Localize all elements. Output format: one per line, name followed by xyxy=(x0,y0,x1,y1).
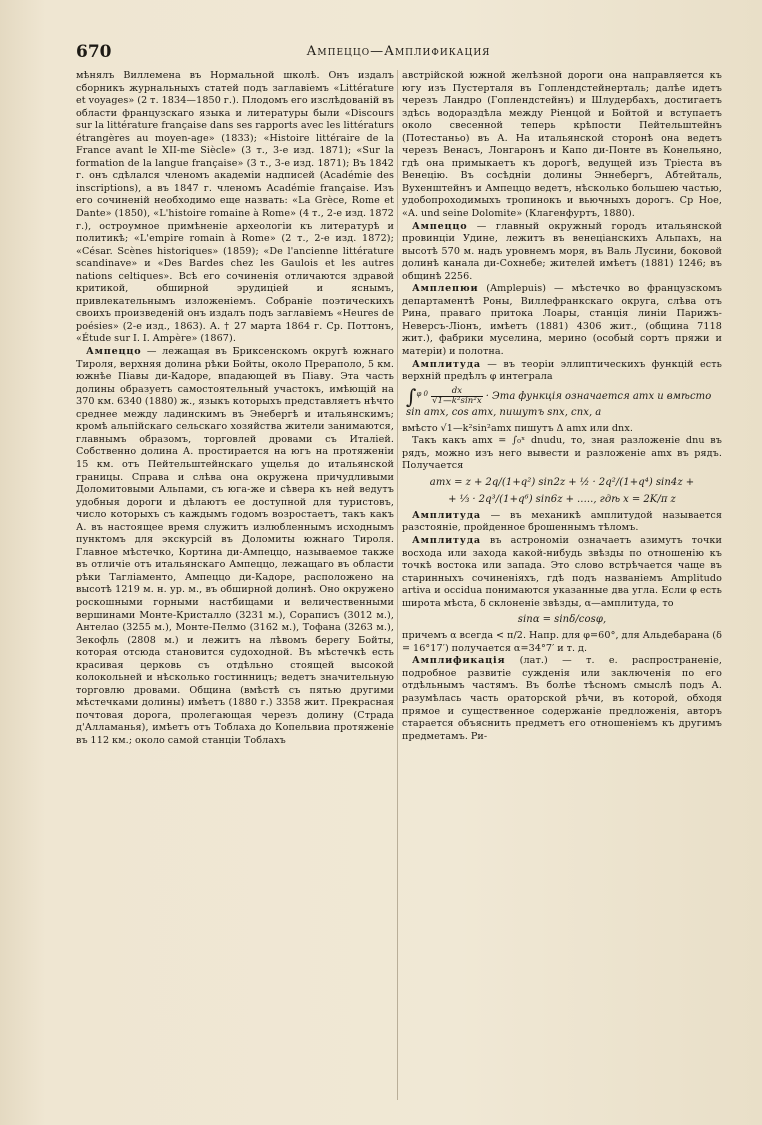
entry-headword: Ампеццо xyxy=(412,220,468,232)
entry-amplification xyxy=(402,655,722,743)
paragraph-villemain: мѣнялъ Виллемена въ Нормальной школѣ. Онъ издалъ сборникъ журнальныхъ статей подъ заглавіемъ «Littérature et voyages» (2 т. 1834—1850 г.). Плодомъ его изслѣдованій въ области французскаго языка и литературы были «Discours sur la littérature française dans ses rapports avec les littératurs étrangères au moyen-age» (1833); «Histoire littéraire de la France avant le XII-me Siècle» (3 т., 3-е изд. 1871); «Sur la formation de la langue française» (3 т., 3-е изд. 1871); Въ 1842 г. онъ сдѣлался членомъ академіи надписей (Académie des inscriptions), а въ 1847 г. членомъ Académie française. Изъ его сочиненій необходимо еще назвать: «La Grèce, Rome et Dante» (1850), «L'histoire romaine à Rome» (4 т., 2-е изд. 1872 г.), остроумное примѣненіе археологіи къ литературѣ и политикѣ; «L'empire romain à Rome» (2 т., 2-е изд. 1872); «César. Scènes historiques» (1859); «De l'ancienne littérature scandinave» и «Des Bardes chez les Gaulois et les autres nations celtiques». Всѣ его сочиненія отличаются здравой критикой, обширной эрудиціей и яснымъ, привлекательнымъ изложеніемъ. Собраніе поэтическихъ своихъ произведеній онъ издалъ подъ заглавіемъ «Heures de poésies» (2-е изд., 1863). А. † 27 марта 1864 г. Ср. Поттонъ, «Étude sur I. I. Ampère» (1867). xyxy=(76,70,394,345)
entry-headword: Амплитуда xyxy=(412,534,481,546)
page-number: 670 xyxy=(76,42,112,62)
entry-headword: Амплитуда xyxy=(412,358,481,370)
integral-formula xyxy=(402,384,722,420)
sine-formula: sinα = sinδ/cosφ, xyxy=(517,614,607,626)
entry-amplitude-astronomy xyxy=(402,535,722,610)
column-divider xyxy=(397,70,398,1100)
series-formula-1: amx = z + 2q/(1+q²) sin2z + ½ · 2q²/(1+q⁴) sin4z + xyxy=(429,476,695,488)
entry-text: (Amplepuis) — мѣстечко во французскомъ департаментѣ Роны, Виллефранкскаго округа, слѣва отъ Рина, праваго притока Лоары, станція линіи Парижъ-Неверсъ-Ліонъ, имѣетъ (1881) 4306 жит., (община 7118 жит.), фабрики муселина, мерино (особый сортъ пряжи и матеріи) и полотна. xyxy=(402,283,722,358)
entry-ampezzo-tyrol xyxy=(76,346,394,748)
series-formula-2: + ⅓ · 2q³/(1+q⁶) sin6z + ....., гдѣ x = 2K/π z xyxy=(448,493,676,505)
entry-headword: Ампеццо xyxy=(86,346,142,358)
entry-ampezzo-udine xyxy=(402,221,722,284)
entry-amplepuis xyxy=(402,283,722,358)
paragraph-aldebaran: причемъ α всегда < π/2. Напр. для φ=60°, для Альдебарана (δ = 16°17′) получается α=34°7′ и т. д. xyxy=(402,630,722,654)
entry-text: — главный окружный городъ итальянской провинціи Удине, лежитъ въ венеціанскихъ Альпахъ, на высотѣ 570 м. надъ уровнемъ моря, въ Валь Лусини, боковой долинѣ канала ди-Сохнебе; жителей имѣетъ (1881) 1246; въ общинѣ 2256. xyxy=(402,220,722,282)
entry-text: въ астрономіи означаетъ азимутъ точки восхода или захода какой-нибудь звѣзды по отношенію къ точкѣ востока или запада. Это слово встрѣчается чаще въ старинныхъ сочиненіяхъ, гдѣ подъ названіемъ Amplitudo artiva и occidua понимаются указанные два угла. Если φ есть широта мѣста, δ склоненіе звѣзды, α—амплитуда, то xyxy=(402,534,722,609)
entry-amplitude-elliptic xyxy=(402,359,722,384)
entry-headword: Амплепюи xyxy=(412,283,479,295)
running-title: Ампеццо—Амплификация xyxy=(306,44,491,59)
entry-headword: Амплитуда xyxy=(412,509,481,521)
entry-text: — въ механикѣ амплитудой называется разстояніе, пройденное брошеннымъ тѣломъ. xyxy=(402,509,722,534)
entry-amplitude-mechanics xyxy=(402,510,722,535)
paragraph-dn: вмѣсто √1—k²sin²amx пишутъ Δ amx или dnx. xyxy=(402,422,633,434)
entry-text: (лат.) — т. е. распространеніе, подробное развитіе сужденія или заключенія по его отдѣльнымъ частямъ. Въ болѣе тѣсномъ смыслѣ подъ А. разумѣлась часть ораторской рѣчи, въ которой, обходя прямое и существенное содержаніе предложенія, авторъ старается объяснить предметъ его отношеніемъ къ другимъ предметамъ. Ри- xyxy=(402,655,722,742)
paragraph-road: австрійской южной желѣзной дороги она направляется къ югу изъ Пустерталя въ Гоплендстейнерталь; далѣе идетъ черезъ Ландро (Гоплендстейнъ) и Шлудербахъ, достигаетъ здѣсь водораздѣла между Ріенцой и Бойтой и вступаетъ около свесенной теперь крѣпости Пейтельштейнъ (Потестаньо) въ А. На итальянской сторонѣ она ведетъ черезъ Венасъ, Лонгаронъ и Капо ди-Понте въ Конельяно, гдѣ она примыкаетъ къ дорогѣ, ведущей изъ Тріеста въ Венецію. Въ сосѣдніи долины Эннебергъ, Абтейталь, Вухенштейнъ и Ампеццо ведетъ, нѣсколько большею частью, удобопроходимыхъ тропинокъ и вьючныхъ дорогъ. Ср Ное, «A. und seine Dolomite» (Клагенфуртъ, 1880). xyxy=(402,70,722,220)
paragraph-series: Такъ какъ amx = ∫₀ˣ dnudu, то, зная разложеніе dnu въ рядъ, можно изъ него вывести и разложеніе amx въ рядъ. Получается xyxy=(402,435,722,472)
entry-text: — лежащая въ Бриксенскомъ округѣ южнаго Тироля, верхняя долина рѣки Бойты, около Прераполо, 5 км. южнѣе Піавы ди-Кадоре, впадающей въ Піаву. Эта часть долины образуетъ самостоятельный участокъ, имѣющій на 370 км. 6340 (1880) ж., языкъ которыхъ представляетъ нѣчто среднее между ладинскимъ въ Энебергѣ и итальянскимъ; кромѣ альпійскаго сельскаго хозяйства жители занимаются, главнымъ образомъ, торговлей дровами съ Италіей. Собственно долина А. простирается на югъ на протяженіи 15 км. отъ Пейтельштейнскаго ущелья до итальянской границы. Справа и слѣва она окружена причудливыми Доломитовыми Альпами, съ юга-же и сѣвера къ ней ведутъ удобныя дороги и дѣлаютъ ее доступной для туристовъ, число которыхъ съ каждымъ годомъ возростаетъ, такъ какъ А. въ настоящее время служитъ излюбленнымъ исходнымъ пунктомъ для экскурсій въ Доломиты южнаго Тироля. Главное мѣстечко, Кортина ди-Ампеццо, называемое также въ отличіе отъ итальянскаго Ампеццо, лежащаго въ области рѣки Тагліаменто, Ампеццо ди-Кадоре, расположено на высотѣ 1219 м. н. ур. м., въ обширной долинѣ. Оно окружено роскошными горными настбищами и величественными вершинами Монте-Кристалло (3231 м.), Сораписъ (3012 м.), Антелао (3255 м.), Монте-Пелмо (3162 м.), Тофана (3263 м.), Зекофль (2808 м.) и лежитъ на лѣвомъ берегу Бойты, которая отсюда становится судоходной. Въ мѣстечкѣ есть красивая церковь съ отдѣльно стоящей высокой колокольней и нѣсколько гостинницъ; ведетъ значительную торговлю дровами. Община (вмѣстѣ съ пятью другими мѣстечками долины) имѣетъ (1880 г.) 3358 жит. Прекрасная почтовая дорога, пролегающая черезъ долину (Страда д'Алламанья), имѣетъ отъ Тоблаха до Копельвиа протяженіе въ 112 км.; около самой станціи Тоблахъ xyxy=(76,346,394,746)
integral-fraction: $\frac{dx}{\text{√1—k²sin²x}}$ xyxy=(432,385,482,406)
integral-text: · Эта функція означается amx и вмѣсто sin amx, cos amx, пишутъ snx, cnx, а xyxy=(406,390,712,418)
left-column xyxy=(76,70,394,748)
integral-sign: ∫ xyxy=(406,384,417,409)
right-column xyxy=(402,70,722,743)
integral-limits: φ 0 xyxy=(416,389,429,398)
page-header xyxy=(76,42,721,64)
entry-headword: Амплификація xyxy=(412,655,506,667)
entry-text: — въ теоріи эллиптическихъ функцій есть верхній предѣлъ φ интеграла xyxy=(402,358,722,383)
